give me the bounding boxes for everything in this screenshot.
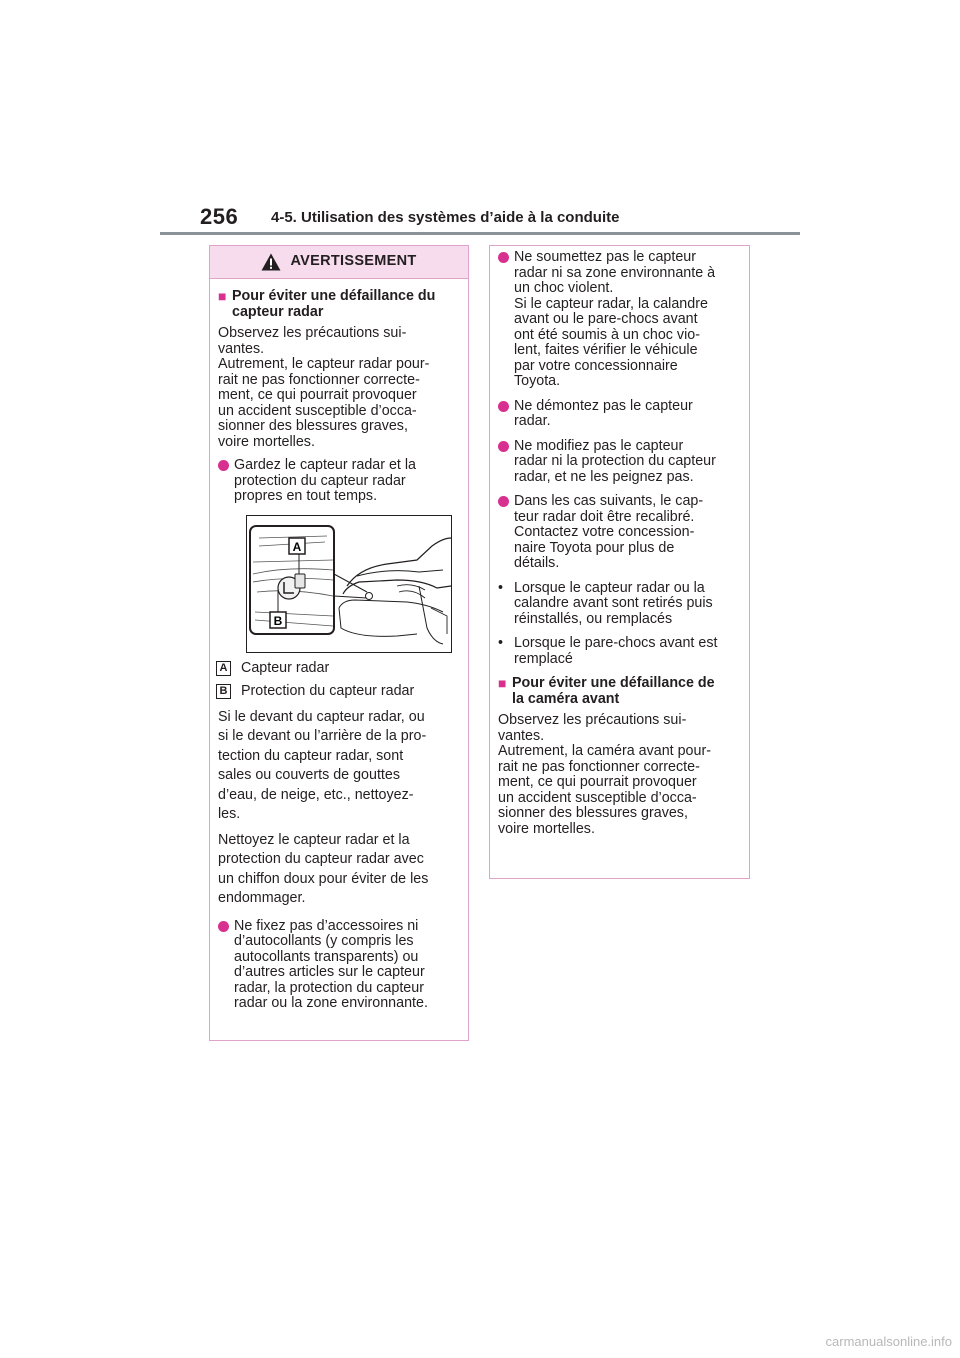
legend-a: A Capteur radar xyxy=(218,661,460,677)
legend-key-a: A xyxy=(216,661,231,676)
bullet-no-disassembly: Ne démontez pas le capteur radar. xyxy=(498,399,741,430)
soft-cloth-paragraph: Nettoyez le capteur radar et la protection du capteur radar avec un chiffon doux pour éviter de les endommager. xyxy=(218,831,429,906)
warning-box-right xyxy=(489,245,750,879)
section-title: 4-5. Utilisation des systèmes d’aide à la conduite xyxy=(271,209,620,226)
warning-box-left xyxy=(209,245,469,1041)
circle-bullet-icon xyxy=(498,252,509,263)
heading-radar-failure: ■ Pour éviter une défaillance du capteur radar xyxy=(218,288,436,320)
circle-bullet-icon xyxy=(218,921,229,932)
bullet-no-accessories: Ne fixez pas d’accessoires ni d’autocollants (y compris les autocollants transparents) ou d’autres articles sur le capteur radar, la protection du capteur radar ou la zone environnante. xyxy=(218,919,460,1012)
legend-key-b: B xyxy=(216,684,231,699)
bullet-no-shock: Ne soumettez pas le capteur radar ni sa zone environnante à un choc violent. Si le capteur radar, la calandre avant ou le pare-chocs avant ont été soumis à un choc vio- lent, faites vérifier le véhicule par votre concessionnaire Toyota. xyxy=(498,250,741,390)
square-bullet-icon: ■ xyxy=(218,288,227,304)
circle-bullet-icon xyxy=(218,460,229,471)
cleaning-paragraph: Si le devant du capteur radar, ou si le devant ou l’arrière de la pro- tection du capteur radar, sont sales ou couverts de gouttes d’eau, de neige, etc., nettoyez- les. xyxy=(218,708,427,822)
circle-bullet-icon xyxy=(498,401,509,412)
bullet-keep-clean: Gardez le capteur radar et la protection du capteur radar propres en tout temps. xyxy=(218,458,460,505)
warning-title: AVERTISSEMENT xyxy=(290,253,417,270)
bullet-no-modify: Ne modifiez pas le capteur radar ni la protection du capteur radar, et ne les peignez pas. xyxy=(498,439,741,486)
bullet-recalibration: Dans les cas suivants, le cap- teur radar doit être recalibré. Contactez votre concession- naire Toyota pour plus de détails. xyxy=(498,494,741,572)
circle-bullet-icon xyxy=(498,441,509,452)
intro-paragraph: Observez les précautions sui- vantes. Autrement, le capteur radar pour- rait ne pas fonctionner correcte- ment, ce qui pourrait provoquer un accident susceptible d’occa- sionner des blessures graves, voire mortelles. xyxy=(218,325,430,450)
sub-bullet-bumper: • Lorsque le pare-chocs avant est remplacé xyxy=(498,635,718,667)
sub-bullet-removed: • Lorsque le capteur radar ou la calandre avant sont retirés puis réinstallés, ou remplacés xyxy=(498,579,713,627)
heading-camera-failure: ■ Pour éviter une défaillance de la caméra avant xyxy=(498,675,715,707)
warning-header xyxy=(210,246,468,279)
page-number: 256 xyxy=(200,204,239,229)
figure-label-b: B xyxy=(273,613,283,628)
header-rule xyxy=(160,232,800,235)
circle-bullet-icon xyxy=(498,496,509,507)
figure-label-a: A xyxy=(292,539,302,554)
radar-sensor-illustration xyxy=(246,515,452,653)
legend-b: B Protection du capteur radar xyxy=(218,684,460,700)
car-front-illustration xyxy=(247,516,451,652)
camera-intro-paragraph: Observez les précautions sui- vantes. Autrement, la caméra avant pour- rait ne pas fonctionner correcte- ment, ce qui pourrait provoquer un accident susceptible d’occa- sionner des blessures graves, voire mortelles. xyxy=(498,712,711,837)
warning-triangle-icon xyxy=(261,253,281,271)
square-bullet-icon: ■ xyxy=(498,675,507,691)
watermark: carmanualsonline.info xyxy=(825,1334,952,1349)
